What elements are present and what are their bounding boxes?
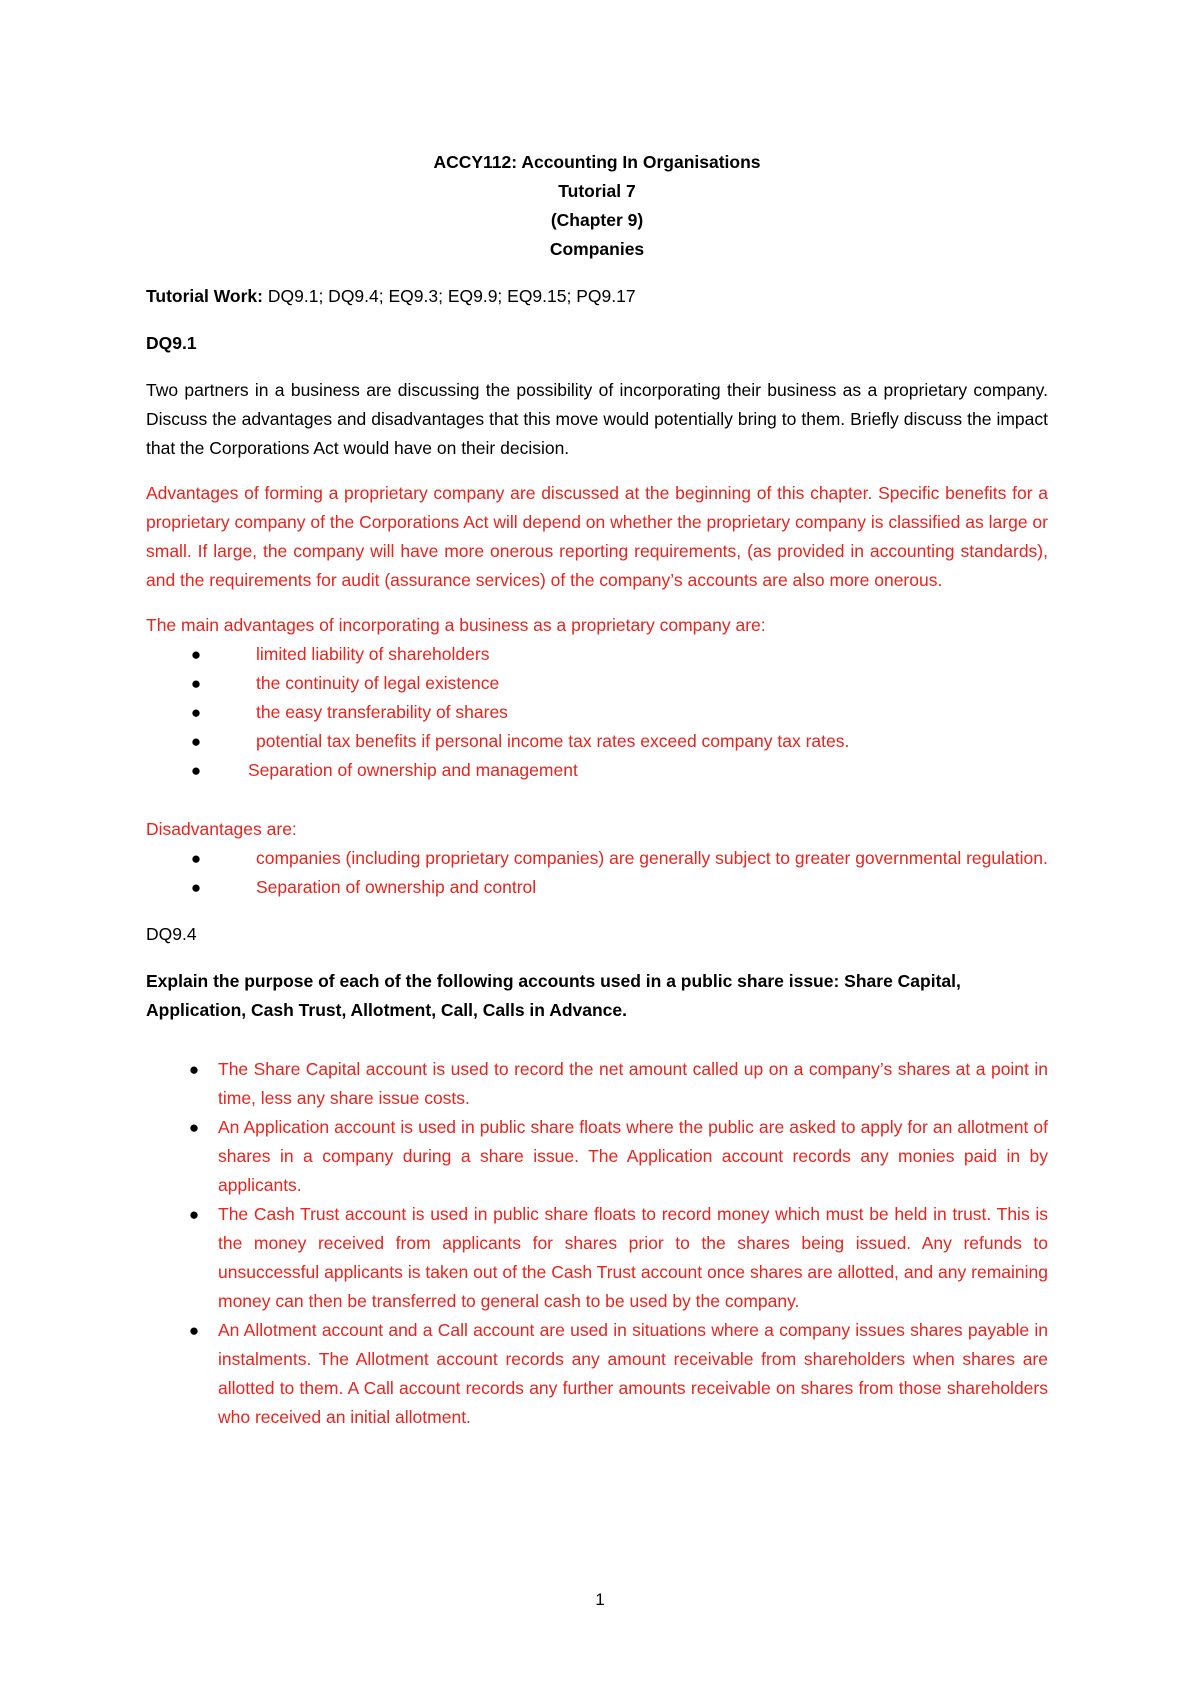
list-item: ● The Cash Trust account is used in public share floats to record money which must be held in trust. This is the money received from applicants for shares prior to the shares being issued. Any refunds to unsuccessful applicants is taken out of the Cash Trust account once shares are allotted, and any remaining money can then be transferred to general cash to be used by the company.	[146, 1200, 1048, 1316]
list-item: ● the continuity of legal existence	[146, 669, 1048, 698]
list-item: ● companies (including proprietary companies) are generally subject to greater governmental regulation.	[146, 844, 1048, 873]
bullet-icon: ●	[188, 1118, 200, 1137]
list-item: ● limited liability of shareholders	[146, 640, 1048, 669]
tutorial-title: Tutorial 7	[558, 181, 636, 201]
list-item: ● Separation of ownership and control	[146, 873, 1048, 902]
list-item: ● The Share Capital account is used to record the net amount called up on a company’s shares at a point in time, less any share issue costs.	[146, 1055, 1048, 1113]
list-item: ● the easy transferability of shares	[146, 698, 1048, 727]
dq94-heading: DQ9.4	[146, 924, 197, 944]
advantages-heading: The main advantages of incorporating a business as a proprietary company are:	[146, 615, 766, 635]
dq91-heading: DQ9.1	[146, 333, 197, 353]
disadvantages-list	[146, 844, 1048, 902]
dq91-answer-intro: Advantages of forming a proprietary company are discussed at the beginning of this chapter. Specific benefits for a proprietary company of the Corporations Act will depend on whether the proprietary company is classified as large or small. If large, the company will have more onerous reporting requirements, (as provided in accounting standards), and the requirements for audit (assurance services) of the company’s accounts are also more onerous.	[146, 483, 1048, 590]
bullet-icon: ●	[190, 761, 202, 780]
page-content	[146, 148, 1048, 1432]
list-item: ● potential tax benefits if personal income tax rates exceed company tax rates.	[146, 727, 1048, 756]
advantages-list	[146, 640, 1048, 785]
list-item: ● An Allotment account and a Call account are used in situations where a company issues shares payable in instalments. The Allotment account records any amount receivable from shareholders when shares are allotted to them. A Call account records any further amounts receivable on shares from those shareholders who received an initial allotment.	[146, 1316, 1048, 1432]
dq94-question: Explain the purpose of each of the following accounts used in a public share issue: Share Capital, Application, Cash Trust, Allotment, Call, Calls in Advance.	[146, 971, 961, 1020]
bullet-icon: ●	[190, 674, 202, 693]
bullet-icon: ●	[190, 703, 202, 722]
dq91-question: Two partners in a business are discussing the possibility of incorporating their business as a proprietary company. Discuss the advantages and disadvantages that this move would potentially bring to them. Briefly discuss the impact that the Corporations Act would have on their decision.	[146, 380, 1048, 458]
bullet-icon: ●	[188, 1205, 200, 1224]
chapter-title: (Chapter 9)	[550, 210, 644, 230]
dq94-answers-list	[146, 1055, 1048, 1432]
topic-title: Companies	[549, 239, 645, 259]
page-number: 1	[595, 1590, 605, 1609]
tutorial-work-label: Tutorial Work:	[146, 286, 263, 306]
bullet-icon: ●	[190, 732, 202, 751]
tutorial-work-line	[146, 282, 1048, 311]
bullet-icon: ●	[188, 1321, 200, 1340]
bullet-icon: ●	[190, 878, 202, 897]
tutorial-work-items: DQ9.1; DQ9.4; EQ9.3; EQ9.9; EQ9.15; PQ9.17	[267, 286, 636, 306]
bullet-icon: ●	[190, 849, 202, 868]
list-item: ● Separation of ownership and management	[146, 756, 1048, 785]
list-item: ● An Application account is used in public share floats where the public are asked to apply for an allotment of shares in a company during a share issue. The Application account records any monies paid in by applicants.	[146, 1113, 1048, 1200]
bullet-icon: ●	[188, 1060, 200, 1079]
disadvantages-heading: Disadvantages are:	[146, 819, 297, 839]
course-title: ACCY112: Accounting In Organisations	[433, 152, 761, 172]
bullet-icon: ●	[190, 645, 202, 664]
